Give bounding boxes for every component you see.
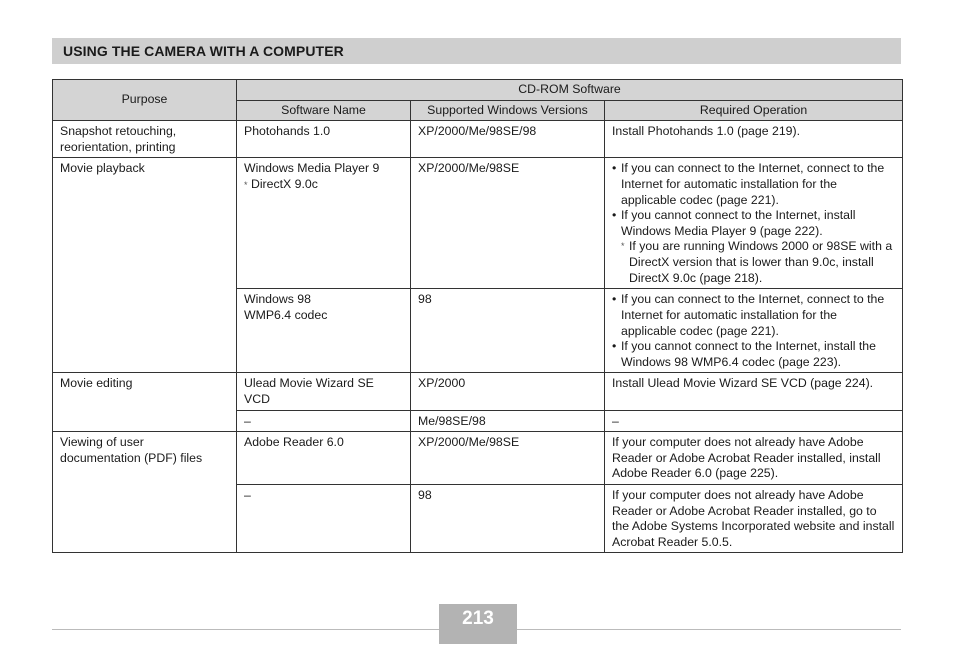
versions-cell: 98	[411, 484, 605, 552]
table-row	[53, 121, 903, 158]
bullet-marker: •	[612, 292, 617, 307]
list-item: • If you can connect to the Internet, connect to the Internet for automatic installation for the applicable codec (page 221).	[612, 161, 885, 207]
table-row	[53, 158, 903, 289]
purpose-cell: Snapshot retouching, reorientation, printing	[53, 121, 237, 158]
header-required-operation: Required Operation	[605, 100, 903, 121]
software-cell: Photohands 1.0	[237, 121, 411, 158]
page-number: 213	[439, 604, 517, 644]
header-windows-versions: Supported Windows Versions	[411, 100, 605, 121]
list-item: • If you cannot connect to the Internet, install Windows Media Player 9 (page 222).	[612, 208, 856, 238]
table-row	[53, 432, 903, 485]
versions-cell: XP/2000/Me/98SE	[411, 158, 605, 289]
operation-cell: If your computer does not already have Adobe Reader or Adobe Acrobat Reader installed, install Adobe Reader 6.0 (page 225).	[605, 432, 903, 485]
purpose-cell: Movie playback	[53, 158, 237, 373]
header-cd-rom-software: CD-ROM Software	[237, 80, 903, 101]
operation-cell: –	[605, 410, 903, 432]
versions-cell: Me/98SE/98	[411, 410, 605, 432]
operation-cell: If your computer does not already have Adobe Reader or Adobe Acrobat Reader installed, go to the Adobe Systems Incorporated website and install Acrobat Reader 5.0.5.	[605, 484, 903, 552]
asterisk-marker: *	[621, 241, 625, 252]
header-row-1	[53, 80, 903, 101]
software-cell: Windows 98 WMP6.4 codec	[237, 289, 411, 373]
bullet-marker: •	[612, 339, 617, 354]
header-purpose: Purpose	[53, 80, 237, 121]
list-item: • If you cannot connect to the Internet, install the Windows 98 WMP6.4 codec (page 223).	[612, 339, 876, 369]
purpose-cell: Movie editing	[53, 373, 237, 432]
section-title: USING THE CAMERA WITH A COMPUTER	[63, 43, 344, 59]
software-cell: Windows Media Player 9 * DirectX 9.0c	[237, 158, 411, 289]
header-software-name: Software Name	[237, 100, 411, 121]
software-cell: Adobe Reader 6.0	[237, 432, 411, 485]
operation-cell: Install Photohands 1.0 (page 219).	[605, 121, 903, 158]
versions-cell: XP/2000/Me/98SE/98	[411, 121, 605, 158]
versions-cell: XP/2000	[411, 373, 605, 410]
software-cell: –	[237, 410, 411, 432]
bullet-marker: •	[612, 208, 617, 223]
asterisk-marker: *	[244, 179, 248, 190]
operation-cell: Install Ulead Movie Wizard SE VCD (page 224).	[605, 373, 903, 410]
versions-cell: XP/2000/Me/98SE	[411, 432, 605, 485]
software-table	[52, 79, 903, 553]
section-header	[52, 38, 901, 64]
operation-cell	[605, 289, 903, 373]
note: * If you are running Windows 2000 or 98SE with a DirectX version that is lower than 9.0c, install DirectX 9.0c (page 218).	[621, 239, 893, 285]
versions-cell: 98	[411, 289, 605, 373]
table-row	[53, 373, 903, 410]
bullet-marker: •	[612, 161, 617, 176]
purpose-cell: Viewing of user documentation (PDF) files	[53, 432, 237, 553]
software-cell: Ulead Movie Wizard SE VCD	[237, 373, 411, 410]
software-cell: –	[237, 484, 411, 552]
list-item: • If you can connect to the Internet, connect to the Internet for automatic installation for the applicable codec (page 221).	[612, 292, 885, 338]
operation-cell	[605, 158, 903, 289]
